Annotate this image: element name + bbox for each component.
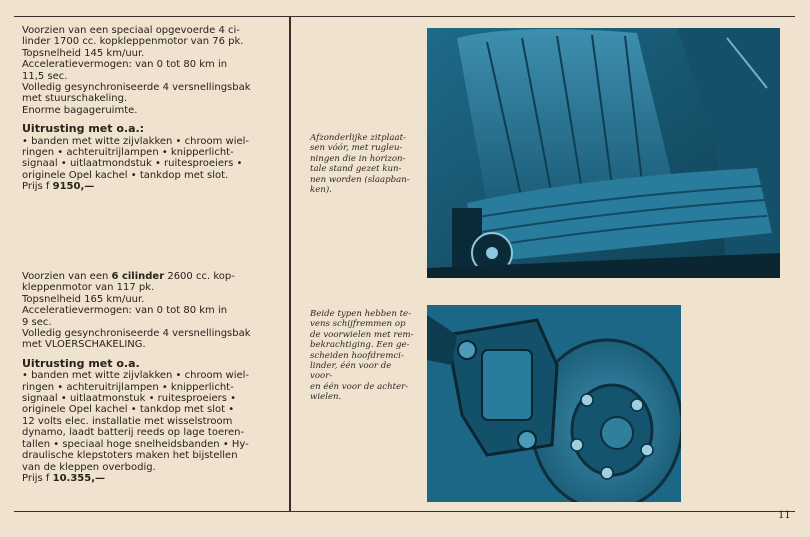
spec-line: Acceleratievermogen: van 0 tot 80 km in — [22, 59, 228, 71]
spec-block-6-cylinder — [22, 271, 272, 484]
caption-line: vens schijfremmen op — [310, 319, 406, 330]
caption-line: en één voor de achter- — [310, 381, 409, 392]
spec-line: 11,5 sec. — [22, 70, 68, 82]
seat-photo — [427, 28, 780, 278]
seat-adjuster-hub — [486, 247, 498, 259]
price-line — [22, 473, 272, 484]
equipment-line: ringen • achteruitrijlampen • knipperlicht- — [22, 381, 234, 393]
spec-line: Acceleratievermogen: van 0 tot 80 km in — [22, 305, 228, 317]
equipment-line: signaal • uitlaatmondstuk • ruitesproeiers • — [22, 158, 243, 170]
equipment-line: • banden met witte zijvlakken • chroom wiel- — [22, 370, 250, 382]
spec-line: met stuurschakeling. — [22, 93, 128, 105]
caption-line: Beide typen hebben te- — [310, 309, 412, 319]
column-divider — [289, 16, 291, 512]
intro-text: Voorzien van een — [22, 271, 112, 282]
spec-line: Topsnelheid 165 km/uur. — [22, 293, 145, 305]
page-number: 11 — [778, 510, 791, 521]
spec-line: kleppenmotor van 117 pk. — [22, 282, 155, 294]
spec-line — [22, 271, 272, 282]
equipment-line: draulische klepstoters maken het bijstellen — [22, 450, 238, 462]
spec-line: Enorme bagageruimte. — [22, 104, 138, 116]
hub-cap — [601, 417, 633, 449]
spec-line: 9 sec. — [22, 316, 52, 328]
brake-photo-caption — [310, 309, 416, 403]
caption-line: nen worden (slaapban- — [310, 174, 410, 185]
spec-line: linder 1700 cc. kopkleppenmotor van 76 pk. — [22, 36, 244, 48]
equipment-line: tallen • speciaal hoge snelheidsbanden • Hy- — [22, 438, 249, 450]
equipment-line: originele Opel kachel • tankdop met slot • — [22, 404, 235, 416]
equipment-line: originele Opel kachel • tankdop met slot. — [22, 169, 229, 181]
seat-illustration — [427, 28, 780, 278]
spec-block-4-cylinder — [22, 25, 272, 193]
caption-line: de voorwielen met rem- — [310, 329, 414, 340]
caliper-bolt — [458, 341, 476, 359]
brake-photo — [427, 305, 681, 502]
spec-line: Voorzien van een speciaal opgevoerde 4 ci- — [22, 25, 240, 36]
caliper-bolt — [518, 431, 536, 449]
intro-text: 2600 cc. kop- — [164, 271, 235, 282]
seat-photo-caption — [310, 133, 416, 195]
equipment-line: signaal • uitlaatmonstuk • ruitesproeiers • — [22, 393, 237, 405]
caption-line: scheiden hoofdremci- — [310, 350, 404, 361]
price-value: 9150,— — [52, 181, 95, 193]
spec-line: Volledig gesynchroniseerde 4 versnellingsbak — [22, 328, 251, 340]
caliper-piston — [482, 350, 532, 420]
caption-line: ken). — [310, 185, 332, 196]
caption-line: ningen die in horizon- — [310, 153, 406, 164]
brake-illustration — [427, 305, 681, 502]
caption-line: linder, één voor de voor- — [310, 361, 392, 382]
spec-line: Topsnelheid 145 km/uur. — [22, 47, 145, 59]
spec-line: met VLOERSCHAKELING. — [22, 339, 146, 351]
equipment-heading: Uitrusting met o.a. — [22, 356, 140, 370]
intro-bold: 6 cilinder — [111, 271, 165, 282]
equipment-line: ringen • achteruitrijlampen • knipperlicht- — [22, 147, 234, 159]
caption-line: tale stand gezet kun- — [310, 164, 402, 175]
price-line — [22, 181, 272, 192]
equipment-line: dynamo, laadt batterij reeds op lage toeren- — [22, 427, 245, 439]
equipment-heading: Uitrusting met o.a.: — [22, 122, 145, 136]
equipment-line: 12 volts elec. installatie met wisselstroom — [22, 415, 233, 427]
price-label: Prijs f — [22, 472, 53, 484]
price-label: Prijs f — [22, 181, 53, 193]
price-value: 10.355,— — [52, 472, 106, 484]
equipment-line: • banden met witte zijvlakken • chroom wiel- — [22, 135, 250, 147]
equipment-line: van de kleppen overbodig. — [22, 461, 156, 473]
spec-line: Volledig gesynchroniseerde 4 versnellingsbak — [22, 82, 251, 94]
caption-line: bekrachtiging. Een ge- — [310, 340, 410, 351]
caption-line: wielen. — [310, 392, 342, 403]
caption-line: Afzonderlijke zitplaat- — [310, 133, 406, 143]
caption-line: sen vóór, met rugleu- — [310, 143, 403, 154]
